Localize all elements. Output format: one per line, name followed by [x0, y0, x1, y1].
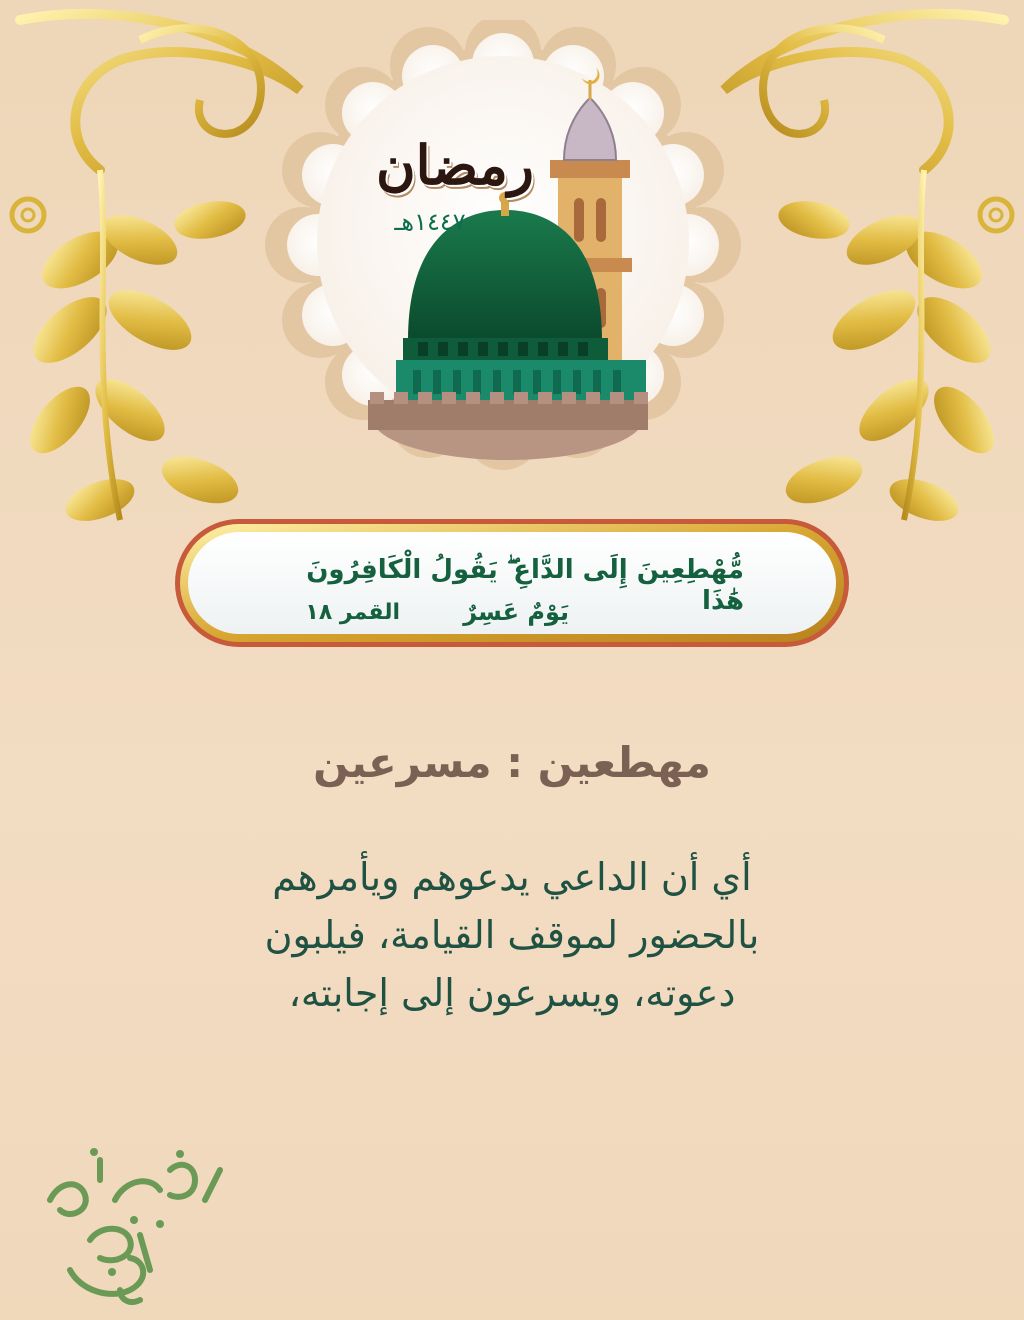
- explanation-line-2: بالحضور لموقف القيامة، فيلبون: [264, 913, 760, 957]
- verse-reference: القمر ١٨: [305, 600, 400, 625]
- signature-logo: [30, 1140, 230, 1310]
- mosque-badge: [258, 20, 748, 490]
- hijri-year: ١٤٤٧هـ: [394, 208, 466, 236]
- explanation-text: [150, 848, 874, 1022]
- explanation-line-3: دعوته، ويسرعون إلى إجابته،: [288, 971, 736, 1015]
- verse-line-2: يَوْمٌ عَسِرٌ: [463, 598, 569, 626]
- verse-line-1: مُّهْطِعِينَ إِلَى الدَّاعِ ۖ يَقُولُ الْكَافِرُونَ هَٰذَا: [306, 555, 744, 616]
- explanation-line-1: أي أن الداعي يدعوهم ويأمرهم: [272, 855, 752, 899]
- word-meaning-heading: مهطعين : مسرعين: [313, 738, 711, 787]
- ramadan-title: رمضان: [376, 133, 534, 197]
